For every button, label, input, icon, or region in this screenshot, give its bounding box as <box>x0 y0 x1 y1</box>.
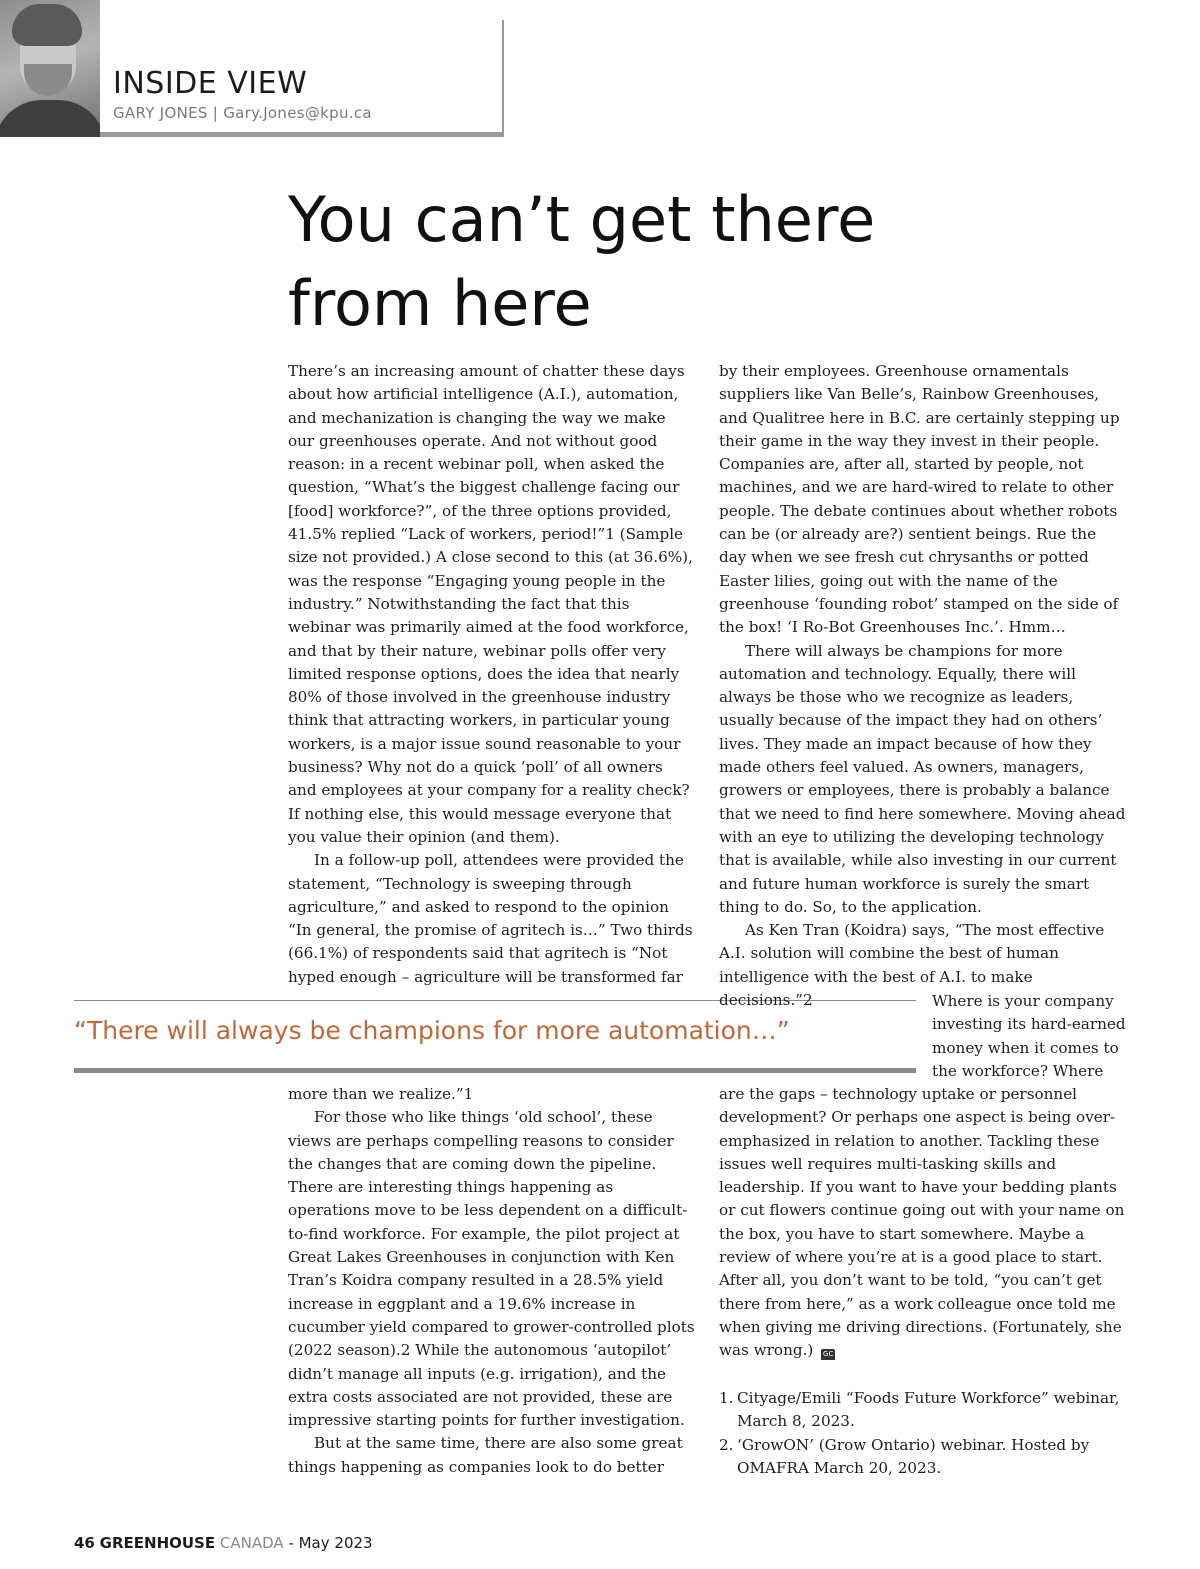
author-photo <box>0 0 100 137</box>
footnote <box>719 1434 1134 1481</box>
footnote-text: ‘GrowON’ (Grow Ontario) webinar. Hosted by OMAFRA March 20, 2023. <box>737 1435 1090 1477</box>
page-number: 46 <box>74 1534 95 1552</box>
column-2-bottom <box>719 1083 1126 1363</box>
footnote-number: 1. <box>719 1389 734 1407</box>
footnote-text: Cityage/Emili “Foods Future Workforce” webinar, March 8, 2023. <box>737 1389 1120 1431</box>
pull-quote: “There will always be champions for more automation…” <box>74 1016 790 1045</box>
paragraph: by their employees. Greenhouse ornamentals suppliers like Van Belle’s, Rainbow Greenhouses, and Qualitree here in B.C. are certainly stepping up their game in the way they invest in their people. Companies are, after all, started by people, not machines, and we are hard-wired to relate to other people. The debate continues about whether robots can be (or already are?) sentient beings. Rue the day when we see fresh cut chrysanths or potted Easter lilies, going out with the name of the greenhouse ‘founding robot’ stamped on the side of the box! ‘I Ro-Bot Greenhouses Inc.’. Hmm… <box>719 362 1120 637</box>
paragraph-text: are the gaps – technology uptake or personnel development? Or perhaps one aspect is being over-emphasized in relation to another. Tackling these issues well requires multi-tasking skills and leadership. If you want to have your bedding plants or cut flowers continue going out with your name on the box, you have to start somewhere. Maybe a review of where you’re at is a good place to start. After all, you don’t want to be told, “you can’t get there from here,” as a work colleague once told me when giving me driving directions. (Fortunately, she was wrong.) <box>719 1085 1125 1360</box>
footnote <box>719 1387 1134 1434</box>
magazine-name: GREENHOUSE <box>99 1534 216 1552</box>
author-byline: GARY JONES | Gary.Jones@kpu.ca <box>113 104 372 122</box>
pull-quote-rule-bottom <box>74 1068 916 1073</box>
paragraph: There will always be champions for more automation and technology. Equally, there will always be those who we recognize as leaders, usually because of the impact they had on others’ lives. They made an impact because of how they made others feel valued. As owners, managers, growers or employees, there is probably a balance that we need to find here somewhere. Moving ahead with an eye to utilizing the developing technology that is available, while also investing in our current and future human workforce is surely the smart thing to do. So, to the application. <box>719 641 1126 916</box>
footnotes <box>719 1387 1134 1480</box>
paragraph: For those who like things ‘old school’, these views are perhaps compelling reasons to consider the changes that are coming down the pipeline. There are interesting things happening as operations move to be less dependent on a difficult-to-find workforce. For example, the pilot project at Great Lakes Greenhouses in conjunction with Ken Tran’s Koidra company resulted in a 28.5% yield increase in eggplant and a 19.6% increase in cucumber yield compared to grower-controlled plots (2022 season).2 While the autonomous ‘autopilot’ didn’t manage all inputs (e.g. irrigation), and the extra costs associated are not provided, these are impressive starting points for further investigation. <box>288 1108 695 1430</box>
paragraph: There’s an increasing amount of chatter these days about how artificial intelligence (A.I.), automation, and mechanization is changing the way we make our greenhouses operate. And not without good reason: in a recent webinar poll, when asked the question, “What’s the biggest challenge facing our [food] workforce?”, of the three options provided, 41.5% replied “Lack of workers, period!”1 (Sample size not provided.) A close second to this (at 36.6%), was the response “Engaging young people in the industry.” Notwithstanding the fact that this webinar was primarily aimed at the food workforce, and that by their nature, webinar polls offer very limited response options, does the idea that nearly 80% of those involved in the greenhouse industry think that attracting workers, in particular young workers, is a major issue sound reasonable to your business? Why not do a quick ‘poll’ of all owners and employees at your company for a reality check? If nothing else, this would message everyone that you value their opinion (and them). <box>288 362 693 846</box>
paragraph: more than we realize.”1 <box>288 1085 474 1103</box>
end-mark-icon: GC <box>823 1350 834 1359</box>
issue-date: - May 2023 <box>288 1534 373 1552</box>
column-2-top <box>719 360 1126 1012</box>
section-label: INSIDE VIEW <box>113 66 308 101</box>
paragraph: As Ken Tran (Koidra) says, “The most effective A.I. solution will combine the best of human intelligence with the best of A.I. to make decisions.”2 <box>719 921 1105 1010</box>
article-headline: You can’t get there from here <box>288 183 876 340</box>
page-footer <box>74 1534 373 1552</box>
paragraph: But at the same time, there are also some great things happening as companies look to do better <box>288 1434 683 1476</box>
column-1-bottom <box>288 1083 695 1479</box>
paragraph <box>719 1083 1126 1363</box>
footnote-number: 2. <box>719 1435 734 1454</box>
column-2-wrap-text <box>932 990 1128 1083</box>
magazine-country: CANADA <box>219 1534 284 1552</box>
paragraph: Where is your company investing its hard-earned money when it comes to the workforce? Where <box>932 992 1126 1080</box>
paragraph: In a follow-up poll, attendees were provided the statement, “Technology is sweeping through agriculture,” and asked to respond to the opinion “In general, the promise of agritech is…” Two thirds (66.1%) of respondents said that agritech is “Not hyped enough – agriculture will be transformed far <box>288 851 693 986</box>
column-1-top <box>288 360 695 989</box>
